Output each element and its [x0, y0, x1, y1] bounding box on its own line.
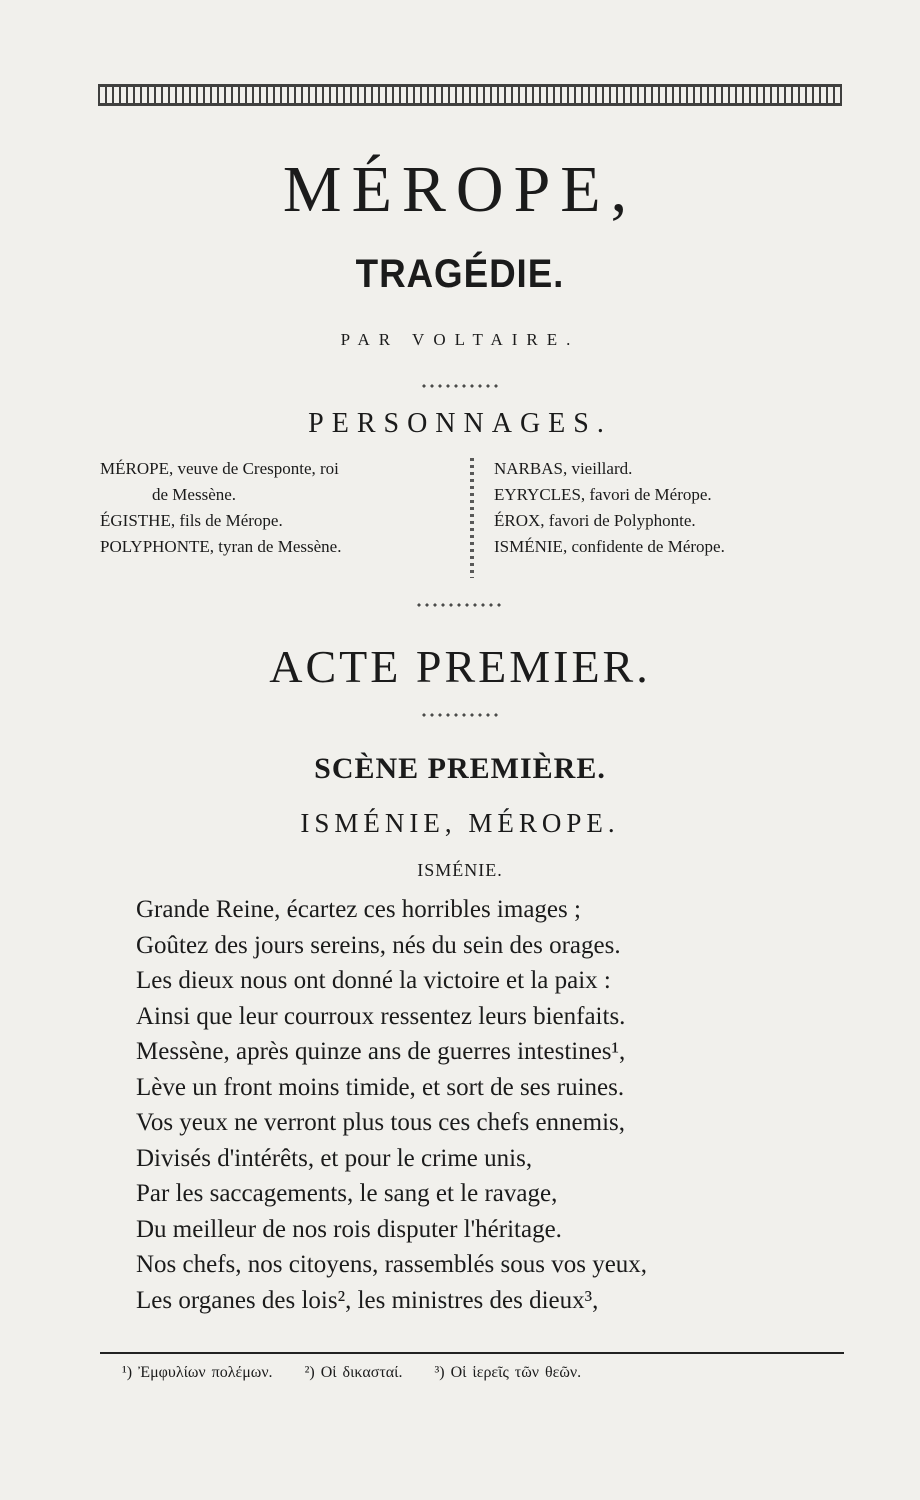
verse-line: Ainsi que leur courroux ressentez leurs bienfaits.	[136, 1002, 626, 1030]
verse-line: Messène, après quinze ans de guerres intestines¹,	[136, 1038, 626, 1065]
ornament-divider	[420, 712, 500, 718]
scene-characters: ISMÉNIE, MÉROPE.	[300, 808, 620, 838]
scene-title: SCÈNE PREMIÈRE.	[314, 752, 606, 785]
cast-item: POLYPHONTE, tyran de Messène.	[100, 537, 342, 556]
play-title: MÉROPE,	[282, 153, 638, 226]
verse-line: Goûtez des jours sereins, nés du sein des orages.	[136, 931, 621, 959]
cast-list-left	[100, 456, 458, 560]
verse-line: Du meilleur de nos rois disputer l'héritage.	[136, 1215, 562, 1243]
footnote: ¹) Ἐμφυλίων πολέμων.	[122, 1364, 273, 1381]
cast-list-right	[494, 456, 824, 560]
verse-line: Vos yeux ne verront plus tous ces chefs ennemis,	[136, 1109, 626, 1136]
verse-line: Par les saccagements, le sang et le ravage,	[136, 1180, 558, 1207]
personnages-heading: PERSONNAGES.	[308, 408, 612, 439]
cast-item: MÉROPE, veuve de Cresponte, roi	[100, 459, 339, 478]
cast-item: ISMÉNIE, confidente de Mérope.	[494, 537, 725, 556]
cast-item: NARBAS, vieillard.	[494, 459, 633, 478]
cast-item: ÉGISTHE, fils de Mérope.	[100, 511, 283, 530]
ornament-divider	[415, 602, 505, 608]
act-title: ACTE PREMIER.	[269, 641, 651, 692]
footnote-rule	[100, 1352, 844, 1354]
verse-line: Nos chefs, nos citoyens, rassemblés sous vos yeux,	[136, 1251, 648, 1278]
verse-line: Grande Reine, écartez ces horribles images ;	[136, 896, 581, 923]
author-line: PAR VOLTAIRE.	[340, 330, 580, 349]
cast-item: ÉROX, favori de Polyphonte.	[494, 511, 696, 530]
verse-block	[136, 892, 816, 1318]
verse-line: Divisés d'intérêts, et pour le crime unis,	[136, 1144, 533, 1172]
play-subtitle: TRAGÉDIE.	[355, 252, 565, 296]
footnote: ³) Οἱ ἱερεῖς τῶν θεῶν.	[434, 1364, 582, 1381]
verse-line: Les organes des lois², les ministres des dieux³,	[136, 1286, 599, 1314]
cast-item: EYRYCLES, favori de Mérope.	[494, 485, 712, 504]
speaker-name: ISMÉNIE.	[417, 860, 503, 880]
verse-line: Les dieux nous ont donné la victoire et la paix :	[136, 967, 611, 994]
cast-divider	[470, 458, 474, 578]
verse-line: Lève un front moins timide, et sort de ses ruines.	[136, 1073, 625, 1101]
ornament-divider	[420, 383, 500, 389]
top-ornament-band	[98, 84, 842, 106]
footnote: ²) Οἱ δικασταί.	[304, 1364, 403, 1381]
cast-item: de Messène.	[152, 485, 237, 504]
footnotes	[122, 1364, 607, 1382]
